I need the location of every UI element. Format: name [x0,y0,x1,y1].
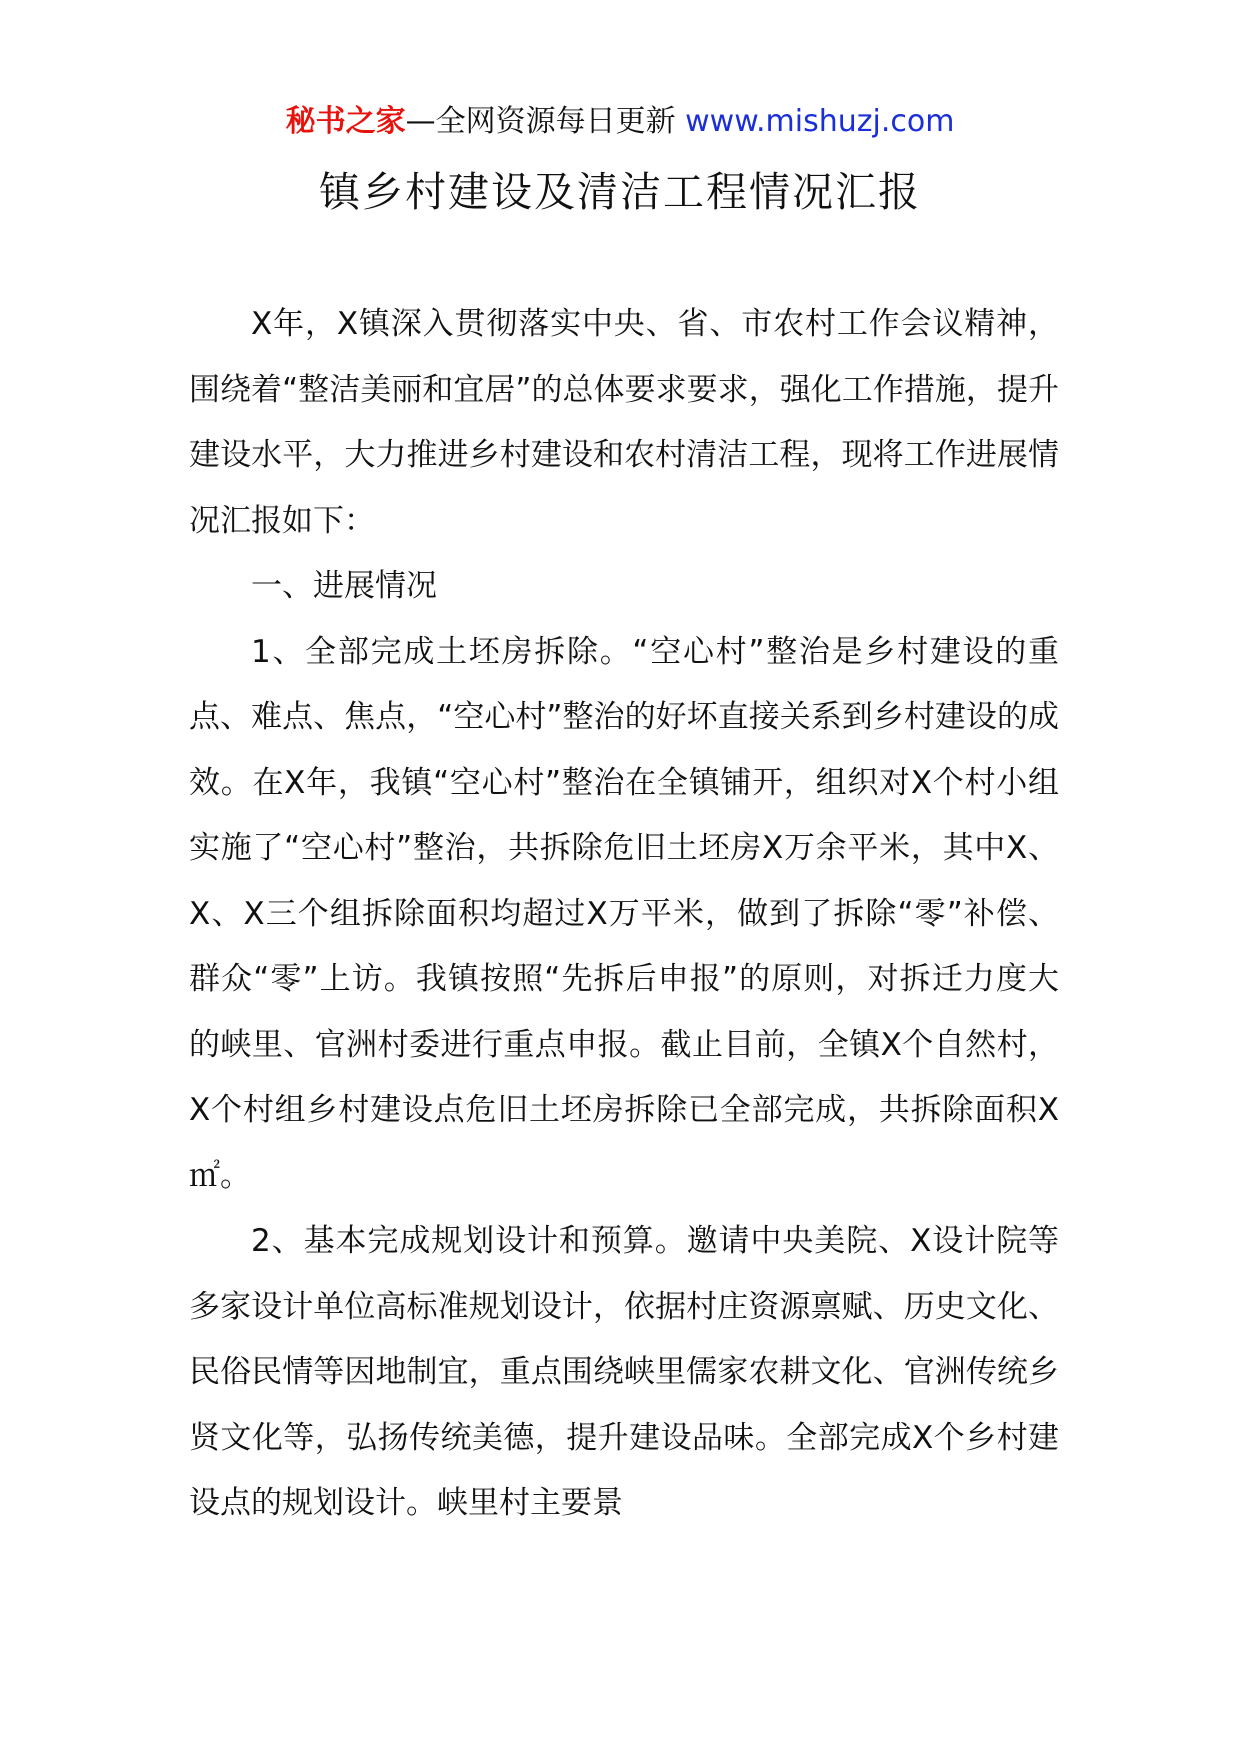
body-paragraph: 2、基本完成规划设计和预算。邀请中央美院、X设计院等多家设计单位高标准规划设计，依据村庄资源禀赋、历史文化、民俗民情等因地制宜，重点围绕峡里儒家农耕文化、官洲传统乡贤文化等，弘扬传统美德，提升建设品味。全部完成X个乡村建设点的规划设计。峡里村主要景 [189,1223,1059,1521]
site-header [0,100,1240,144]
document-title: 镇乡村建设及清洁工程情况汇报 [319,168,921,216]
site-url-link[interactable]: www.mishuzj.com [685,104,955,139]
intro-paragraph: X年，X镇深入贯彻落实中央、省、市农村工作会议精神，围绕着“整洁美丽和宜居”的总体要求要求，强化工作措施，提升建设水平，大力推进乡村建设和农村清洁工程，现将工作进展情况汇报如下： [189,306,1059,539]
body-paragraph: 1、全部完成土坯房拆除。“空心村”整治是乡村建设的重点、难点、焦点，“空心村”整治的好坏直接关系到乡村建设的成效。在X年，我镇“空心村”整治在全镇铺开，组织对X个村小组实施了“空心村”整治，共拆除危旧土坯房X万余平米，其中X、X、X三个组拆除面积均超过X万平米，做到了拆除“零”补偿、群众“零”上访。我镇按照“先拆后申报”的原则，对拆迁力度大的峡里、官洲村委进行重点申报。截止目前，全镇X个自然村，X个村组乡村建设点危旧土坯房拆除已全部完成，共拆除面积X㎡。 [189,633,1059,1194]
header-tagline: —全网资源每日更新 [405,104,676,139]
section-heading: 一、进展情况 [251,568,437,604]
brand-name: 秘书之家 [285,104,406,139]
document-body [189,292,1059,1537]
